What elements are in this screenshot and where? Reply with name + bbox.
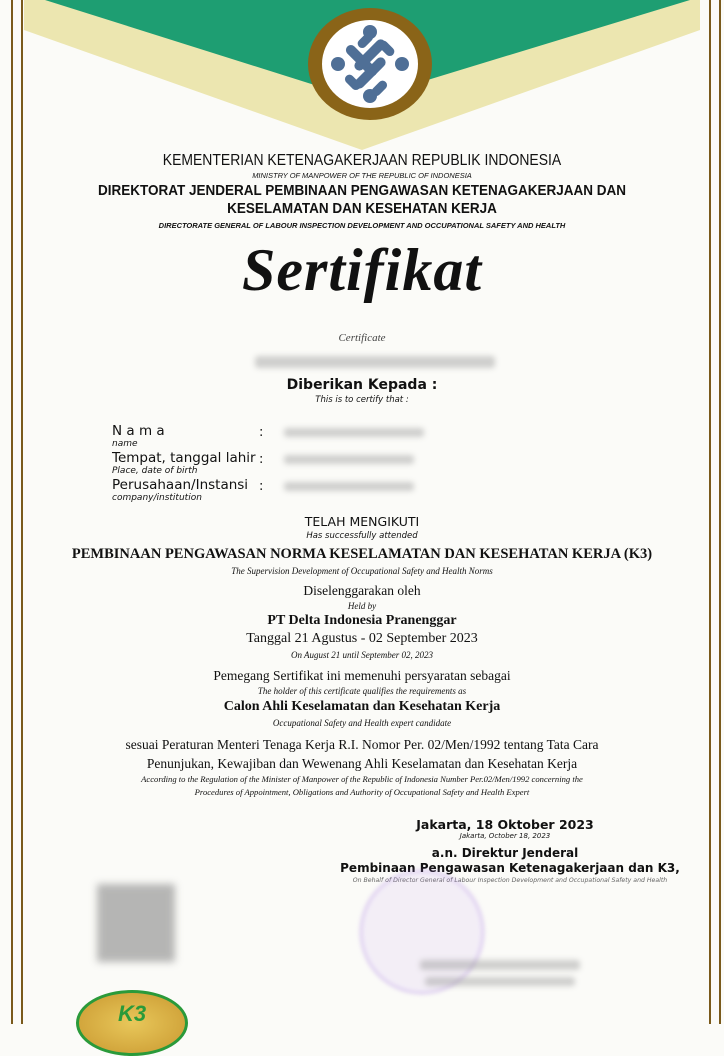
given-to-heading: Diberikan Kepada : — [286, 377, 438, 393]
directorate-name-line1: DIREKTORAT JENDERAL PEMBINAAN PENGAWASAN KETENAGAKERJAAN DAN — [97, 182, 627, 199]
field-label-en: Place, date of birth — [112, 466, 198, 476]
field-label-en: company/institution — [112, 493, 202, 503]
signer-name-redacted — [420, 960, 580, 970]
signer-nip-redacted — [425, 977, 575, 986]
ministry-name-en: MINISTRY OF MANPOWER OF THE REPUBLIC OF INDONESIA — [252, 171, 472, 180]
company-value-redacted — [284, 482, 414, 491]
certificate-number-redacted — [255, 356, 495, 368]
given-to-heading-en: This is to certify that : — [315, 395, 409, 405]
place-date: Jakarta, 18 Oktober 2023 — [416, 817, 594, 832]
signer-title-line2: Pembinaan Pengawasan Ketenagakerjaan dan K3, — [340, 861, 680, 875]
organizer: PT Delta Indonesia Pranenggar — [267, 613, 457, 628]
certificate-title-en: Certificate — [338, 332, 386, 344]
attended-heading-en: Has successfully attended — [306, 531, 418, 541]
regulation-en-line2: Procedures of Appointment, Obligations and Authority of Occupational Safety and Health Expert — [194, 787, 530, 797]
ministry-logo — [306, 6, 434, 122]
field-label: Tempat, tanggal lahir — [112, 450, 256, 466]
colon: : — [259, 452, 264, 467]
field-label-en: name — [112, 439, 138, 449]
k3-logo-text: K3 — [117, 1001, 147, 1026]
attended-heading: TELAH MENGIKUTI — [304, 514, 420, 529]
regulation-line1: sesuai Peraturan Menteri Tenaga Kerja R.I. Nomor Per. 02/Men/1992 tentang Tata Cara — [125, 737, 599, 752]
regulation-en-line1: According to the Regulation of the Minister of Manpower of the Republic of Indonesia Number Per.02/Men/1992 concerning the — [141, 774, 583, 784]
place-date-en: Jakarta, October 18, 2023 — [459, 832, 551, 840]
course-title: PEMBINAAN PENGAWASAN NORMA KESELAMATAN DAN KESEHATAN KERJA (K3) — [71, 546, 653, 562]
certificate-title: Sertifikat — [241, 237, 482, 303]
holder-statement: Pemegang Sertifikat ini memenuhi persyaratan sebagai — [213, 668, 511, 683]
field-name — [112, 423, 272, 449]
colon: : — [259, 425, 264, 440]
regulation-line2: Penunjukan, Kewajiban dan Wewenang Ahli Keselamatan dan Kesehatan Kerja — [146, 756, 578, 771]
signer-title-line1: a.n. Direktur Jenderal — [431, 846, 579, 860]
qr-code-redacted — [97, 884, 175, 962]
name-value-redacted — [284, 428, 424, 437]
course-title-en: The Supervision Development of Occupational Safety and Health Norms — [231, 566, 493, 576]
field-birth — [112, 450, 272, 476]
course-dates-en: On August 21 until September 02, 2023 — [290, 650, 434, 660]
k3-hologram-logo — [76, 990, 188, 1056]
birth-value-redacted — [284, 455, 414, 464]
ministry-name: KEMENTERIAN KETENAGAKERJAAN REPUBLIK INDONESIA — [162, 152, 562, 169]
colon: : — [259, 479, 264, 494]
held-by-en: Held by — [347, 601, 377, 611]
signer-title-en: On Behalf of Director General of Labour Inspection Development and Occupational Safety and Health — [352, 877, 668, 884]
field-label: Perusahaan/Instansi — [112, 477, 249, 493]
held-by: Diselenggarakan oleh — [303, 583, 421, 598]
qualification-en: Occupational Safety and Health expert candidate — [272, 718, 452, 728]
holder-statement-en: The holder of this certificate qualifies the requirements as — [257, 686, 467, 696]
qualification: Calon Ahli Keselamatan dan Kesehatan Kerja — [223, 699, 501, 714]
directorate-name-en: DIRECTORATE GENERAL OF LABOUR INSPECTION DEVELOPMENT AND OCCUPATIONAL SAFETY AND HEALTH — [158, 221, 566, 230]
course-dates: Tanggal 21 Agustus - 02 September 2023 — [246, 631, 478, 646]
field-label: N a m a — [112, 423, 165, 439]
field-company — [112, 477, 272, 503]
directorate-name-line2: KESELAMATAN DAN KESEHATAN KERJA — [227, 200, 497, 217]
official-stamp — [360, 870, 484, 994]
